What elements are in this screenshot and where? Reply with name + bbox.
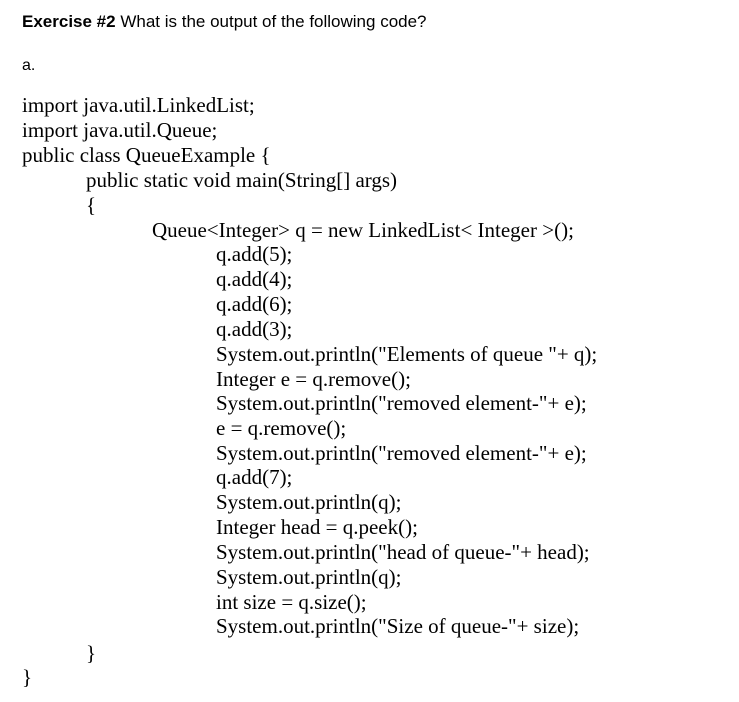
code-line: System.out.println("head of queue-"+ head); bbox=[216, 540, 590, 564]
code-line: System.out.println(q); bbox=[216, 565, 402, 589]
code-line: q.add(3); bbox=[216, 317, 293, 341]
code-line: public class QueueExample { bbox=[22, 143, 271, 167]
code-line: System.out.println("Size of queue-"+ size); bbox=[216, 614, 580, 638]
exercise-question: What is the output of the following code? bbox=[115, 12, 427, 31]
code-line: Integer head = q.peek(); bbox=[216, 515, 418, 539]
exercise-label: Exercise #2 bbox=[22, 12, 116, 31]
code-line: } bbox=[86, 641, 97, 665]
code-line: Integer e = q.remove(); bbox=[216, 367, 411, 391]
code-line: q.add(5); bbox=[216, 242, 293, 266]
code-line: System.out.println("removed element-"+ e); bbox=[216, 441, 587, 465]
code-line: e = q.remove(); bbox=[216, 416, 347, 440]
code-line: } bbox=[22, 665, 33, 689]
code-line: public static void main(String[] args) bbox=[86, 168, 398, 192]
code-line: q.add(4); bbox=[216, 267, 293, 291]
code-line: Queue<Integer> q = new LinkedList< Integer >(); bbox=[152, 218, 574, 242]
code-line: q.add(7); bbox=[216, 465, 293, 489]
code-line: import java.util.Queue; bbox=[22, 118, 218, 142]
code-line: { bbox=[86, 193, 97, 217]
code-line: System.out.println("removed element-"+ e); bbox=[216, 391, 587, 415]
code-line: q.add(6); bbox=[216, 292, 293, 316]
code-line: import java.util.LinkedList; bbox=[22, 93, 255, 117]
part-label: a. bbox=[22, 57, 36, 74]
code-line: int size = q.size(); bbox=[216, 590, 367, 614]
code-line: System.out.println("Elements of queue "+ q); bbox=[216, 342, 598, 366]
code-line: System.out.println(q); bbox=[216, 490, 402, 514]
